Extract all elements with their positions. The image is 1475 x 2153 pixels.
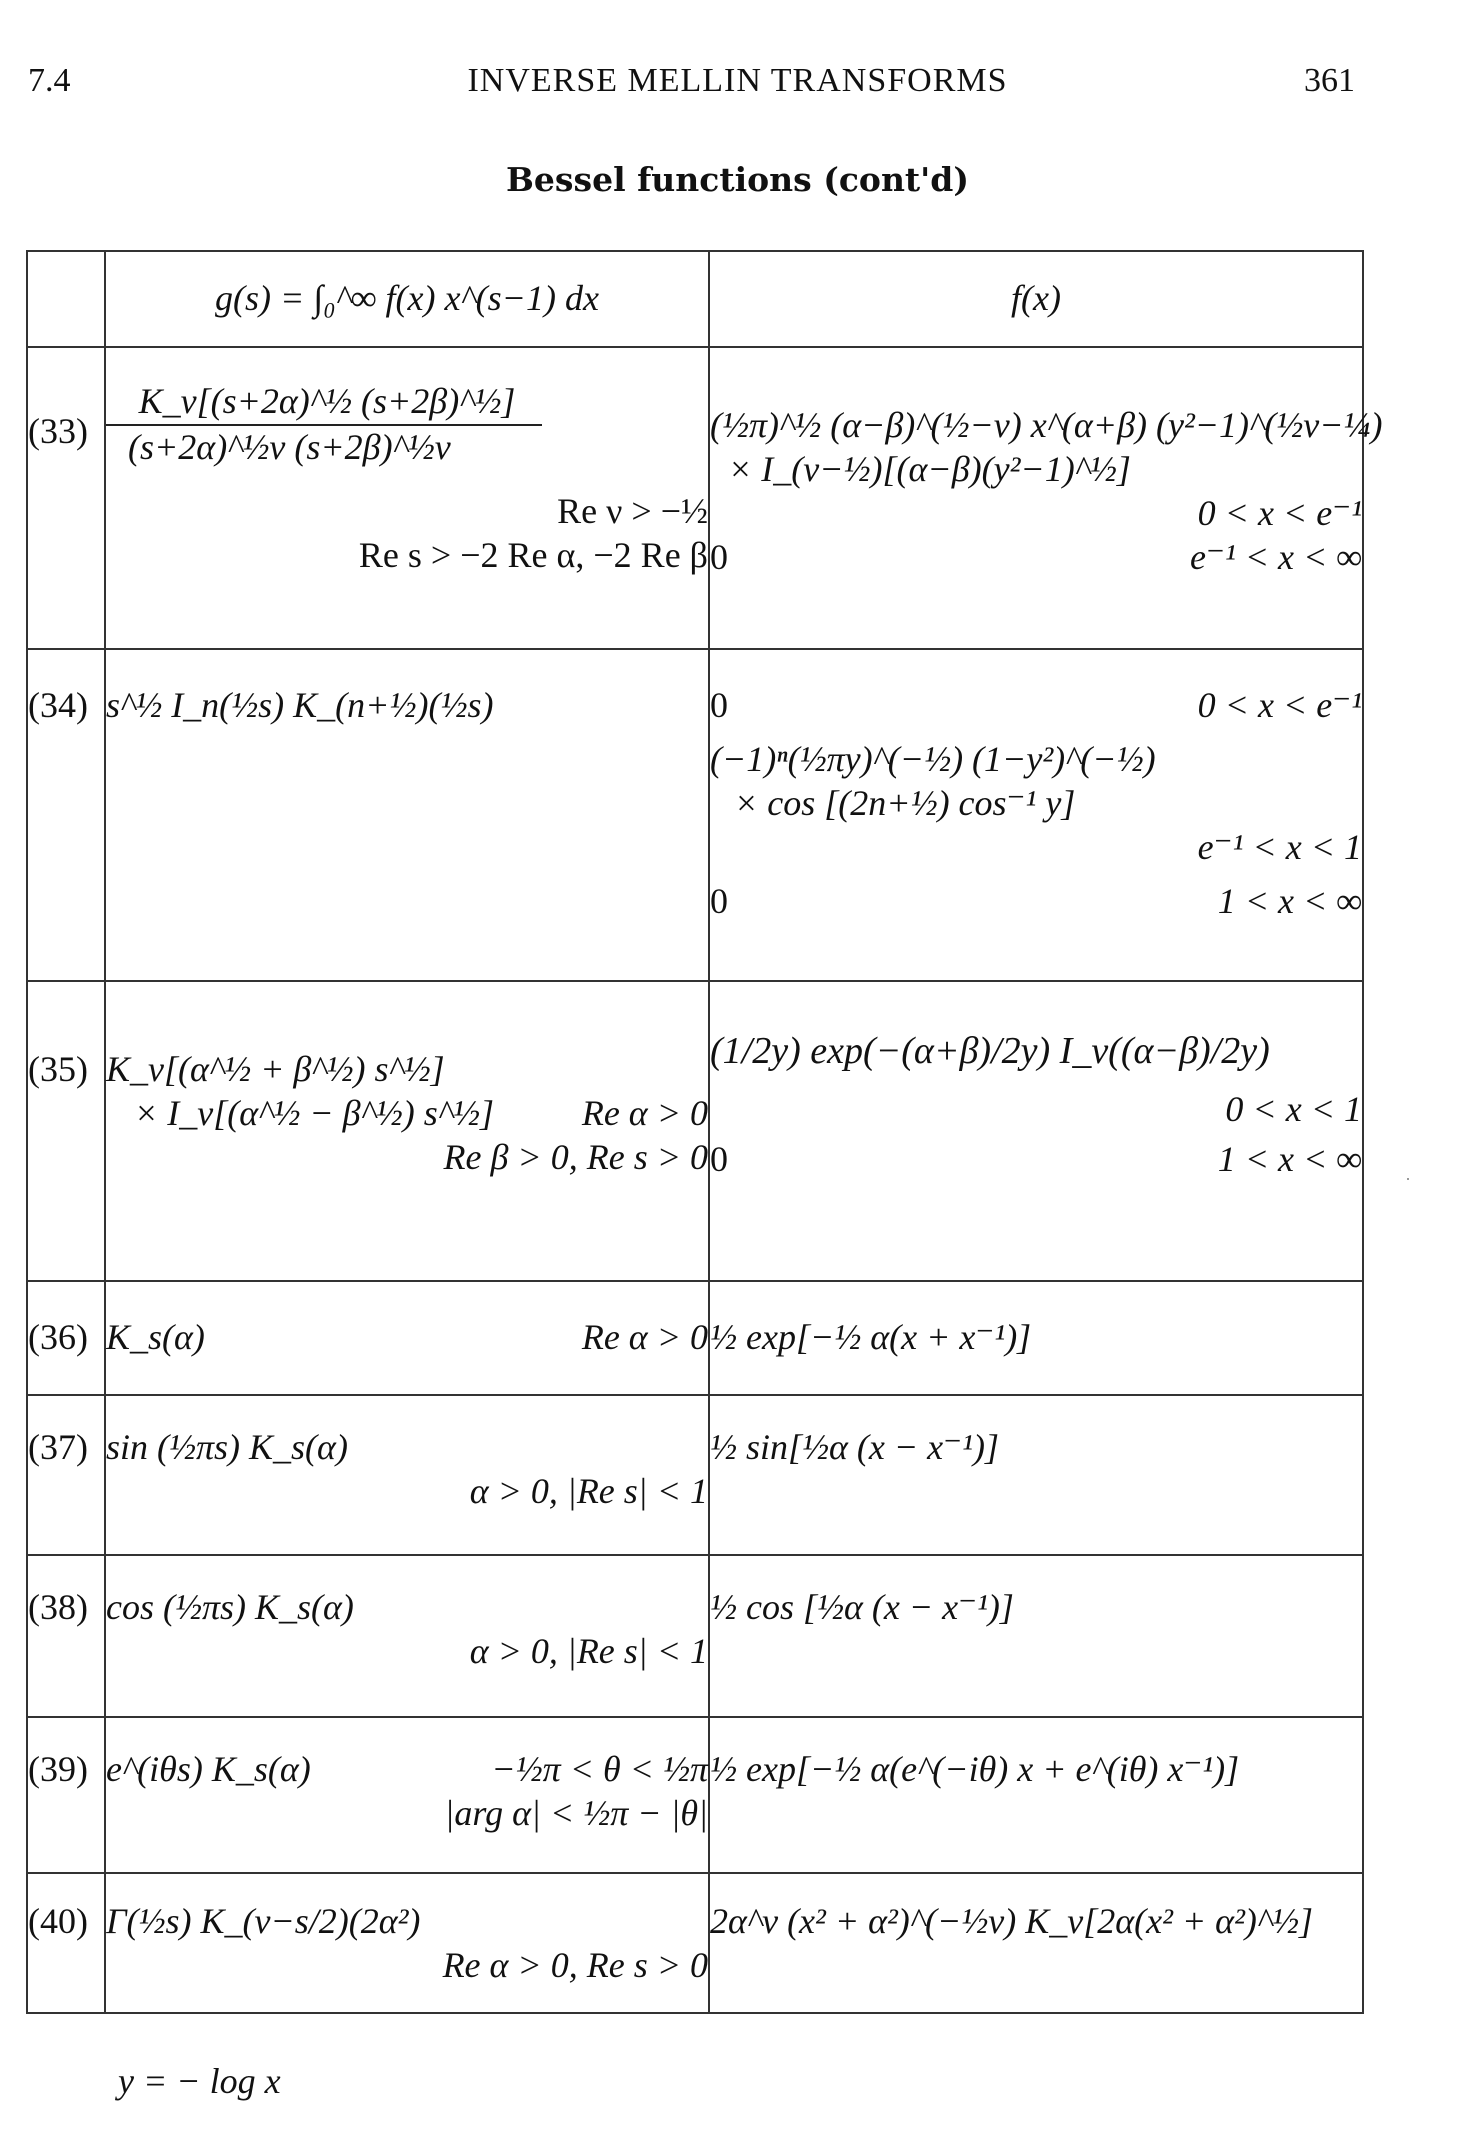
f-expression: 0 — [710, 536, 728, 577]
g-condition: α > 0, |Re s| < 1 — [469, 1630, 708, 1671]
f-case-line — [710, 536, 1362, 580]
f-case-line — [710, 1138, 1362, 1182]
f-range: e⁻¹ < x < 1 — [1197, 826, 1362, 867]
f-range: 0 < x < e⁻¹ — [1197, 492, 1362, 533]
g-condition: Re α > 0 — [581, 1092, 708, 1133]
f-range: 1 < x < ∞ — [1217, 1139, 1362, 1180]
g-expression: K_s(α) — [106, 1317, 205, 1357]
g-expression: Γ(½s) K_(ν−s/2)(2α²) — [106, 1901, 421, 1941]
f-cell — [709, 981, 1363, 1281]
section-number: 7.4 — [28, 62, 71, 99]
f-expression: 0 — [710, 685, 728, 725]
f-expression: ½ sin[½α (x − x⁻¹)] — [710, 1427, 999, 1467]
row-number: (39) — [27, 1717, 105, 1873]
f-expression: (−1)ⁿ(½πy)^(−½) (1−y²)^(−½) — [710, 738, 1156, 779]
table-row — [27, 1395, 1363, 1555]
g-condition: Re β > 0, Re s > 0 — [443, 1136, 708, 1177]
f-expression: ½ exp[−½ α(e^(−iθ) x + e^(iθ) x⁻¹)] — [710, 1749, 1240, 1789]
f-range: 0 < x < e⁻¹ — [1197, 685, 1362, 725]
table-row — [27, 649, 1363, 981]
f-expression: × I_(ν−½)[(α−β)(y²−1)^½] — [728, 448, 1131, 489]
f-cell — [709, 347, 1383, 649]
table-row — [27, 981, 1363, 1281]
g-condition: Re α > 0, Re s > 0 — [442, 1944, 708, 1985]
f-case-line — [710, 684, 1362, 728]
scan-speck — [1407, 1178, 1409, 1180]
g-expression: s^½ I_n(½s) K_(n+½)(½s) — [106, 685, 494, 725]
g-line — [106, 1316, 708, 1360]
g-condition: −½π < θ < ½π — [491, 1749, 708, 1789]
g-numerator: K_ν[(s+2α)^½ (s+2β)^½] — [106, 380, 542, 426]
g-cell — [105, 1281, 709, 1395]
g-condition: α > 0, |Re s| < 1 — [469, 1470, 708, 1511]
g-condition: |arg α| < ½π − |θ| — [444, 1792, 708, 1833]
table-header-row — [27, 251, 1363, 347]
table-row — [27, 347, 1363, 649]
g-line — [106, 1748, 708, 1792]
header-g-column: g(s) = ∫₀^∞ f(x) x^(s−1) dx — [105, 251, 709, 347]
f-cell — [709, 1555, 1363, 1717]
row-number: (37) — [27, 1395, 105, 1555]
running-title: INVERSE MELLIN TRANSFORMS — [467, 62, 1008, 99]
footnote-definition: y = − log x — [118, 2061, 281, 2101]
g-denominator: (s+2α)^½ν (s+2β)^½ν — [128, 426, 451, 467]
f-cell — [709, 649, 1363, 981]
f-range: 0 < x < 1 — [1225, 1089, 1362, 1130]
f-expression: 0 — [710, 1139, 728, 1180]
f-expression: × cos [(2n+½) cos⁻¹ y] — [734, 782, 1076, 823]
table-row — [27, 1555, 1363, 1717]
g-cell — [105, 347, 709, 649]
g-cell — [105, 1395, 709, 1555]
f-expression: 2α^ν (x² + α²)^(−½ν) K_ν[2α(x² + α²)^½] — [710, 1901, 1314, 1941]
f-cell — [709, 1281, 1363, 1395]
f-cell — [709, 1395, 1363, 1555]
f-expression: ½ exp[−½ α(x + x⁻¹)] — [710, 1317, 1032, 1357]
f-expression: ½ cos [½α (x − x⁻¹)] — [710, 1587, 1014, 1627]
g-expression: e^(iθs) K_s(α) — [106, 1749, 311, 1789]
g-cell — [105, 981, 709, 1281]
row-number: (33) — [27, 347, 105, 649]
g-cell — [105, 649, 709, 981]
f-expression: 0 — [710, 880, 728, 921]
table-row — [27, 1281, 1363, 1395]
g-line — [106, 1092, 708, 1136]
row-number: (40) — [27, 1873, 105, 2013]
f-expression: (1/2y) exp(−(α+β)/2y) I_ν((α−β)/2y) — [710, 1030, 1270, 1072]
page-number: 361 — [1304, 62, 1355, 99]
g-condition: Re s > −2 Re α, −2 Re β — [358, 534, 708, 575]
g-expression: cos (½πs) K_s(α) — [106, 1587, 354, 1627]
f-cell — [709, 1717, 1363, 1873]
table-row — [27, 1873, 1363, 2013]
f-expression: (½π)^½ (α−β)^(½−ν) x^(α+β) (y²−1)^(½ν−¼) — [710, 405, 1383, 445]
f-range: e⁻¹ < x < ∞ — [1189, 536, 1362, 577]
g-expression: × I_ν[(α^½ − β^½) s^½] — [134, 1092, 494, 1133]
f-case-line — [710, 880, 1362, 924]
row-number: (38) — [27, 1555, 105, 1717]
g-cell — [105, 1873, 709, 2013]
g-condition: Re α > 0 — [581, 1317, 708, 1357]
table-row — [27, 1717, 1363, 1873]
row-number: (36) — [27, 1281, 105, 1395]
f-cell — [709, 1873, 1363, 2013]
header-number-cell — [27, 251, 105, 347]
header-f-column: f(x) — [709, 251, 1363, 347]
g-condition: Re ν > −½ — [557, 490, 708, 531]
table-subtitle: Bessel functions (cont'd) — [506, 160, 969, 199]
g-expression: sin (½πs) K_s(α) — [106, 1427, 348, 1467]
row-number: (35) — [27, 981, 105, 1281]
f-range: 1 < x < ∞ — [1217, 880, 1362, 921]
g-cell — [105, 1555, 709, 1717]
mellin-transform-table — [26, 250, 1383, 2014]
g-cell — [105, 1717, 709, 1873]
g-expression: K_ν[(α^½ + β^½) s^½] — [106, 1049, 445, 1089]
row-number: (34) — [27, 649, 105, 981]
